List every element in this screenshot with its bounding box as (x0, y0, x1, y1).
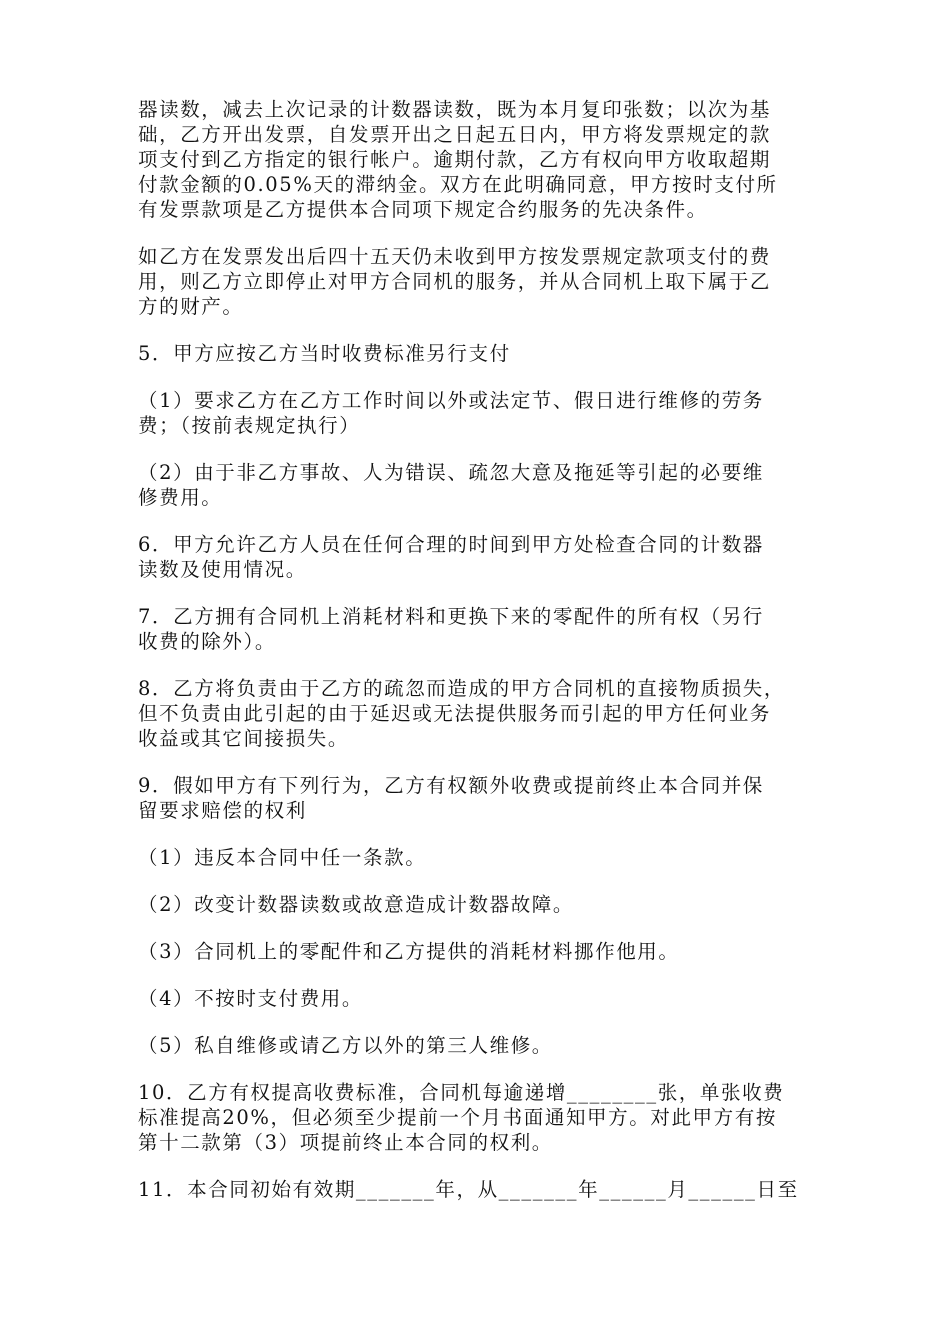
text-line: 方的财产。 (138, 295, 244, 318)
text-line: 8．乙方将负责由于乙方的疏忽而造成的甲方合同机的直接物质损失， (138, 677, 786, 700)
text-line: （1）违反本合同中任一条款。 (138, 846, 427, 869)
paragraph-clause-9 (138, 773, 818, 823)
text-line: 础，乙方开出发票，自发票开出之日起五日内，甲方将发票规定的款 (138, 123, 772, 146)
paragraph-clause-6 (138, 532, 818, 582)
text-line: 如乙方在发票发出后四十五天仍未收到甲方按发票规定款项支付的费 (138, 245, 772, 268)
text-line: （2）改变计数器读数或故意造成计数器故障。 (138, 893, 575, 916)
text-line: 11．本合同初始有效期_______年，从_______年______月______日至 (138, 1178, 799, 1201)
text-line: 器读数，减去上次记录的计数器读数，既为本月复印张数；以次为基 (138, 98, 772, 121)
paragraph-clause-5-1 (138, 388, 818, 438)
paragraph-clause-7 (138, 604, 818, 654)
text-line: 用，则乙方立即停止对甲方合同机的服务，并从合同机上取下属于乙 (138, 270, 772, 293)
paragraph-clause-8 (138, 676, 818, 751)
text-line: （4）不按时支付费用。 (138, 987, 364, 1010)
paragraph-clause-10 (138, 1080, 818, 1155)
text-line: 读数及使用情况。 (138, 558, 307, 581)
paragraph-clause-11 (138, 1177, 818, 1202)
paragraph-clause-5-2 (138, 460, 818, 510)
text-line: 5．甲方应按乙方当时收费标准另行支付 (138, 342, 511, 365)
text-line: （1）要求乙方在乙方工作时间以外或法定节、假日进行维修的劳务 (138, 389, 764, 412)
text-line: 6．甲方允许乙方人员在任何合理的时间到甲方处检查合同的计数器 (138, 533, 764, 556)
text-line: 第十二款第（3）项提前终止本合同的权利。 (138, 1131, 553, 1154)
text-line: 9．假如甲方有下列行为，乙方有权额外收费或提前终止本合同并保 (138, 774, 764, 797)
text-line: 10．乙方有权提高收费标准，合同机每逾递增________张，单张收费 (138, 1081, 785, 1104)
paragraph-billing (138, 97, 818, 222)
text-line: 付款金额的0.05%天的滞纳金。双方在此明确同意，甲方按时支付所 (138, 173, 778, 196)
text-line: 收益或其它间接损失。 (138, 727, 350, 750)
document-page (138, 97, 818, 1224)
paragraph-nonpayment (138, 244, 818, 319)
text-line: 留要求赔偿的权利 (138, 799, 307, 822)
paragraph-clause-9-5 (138, 1033, 818, 1058)
paragraph-clause-9-4 (138, 986, 818, 1011)
text-line: 标准提高20%，但必须至少提前一个月书面通知甲方。对此甲方有按 (138, 1106, 777, 1129)
text-line: 费；（按前表规定执行） (138, 414, 361, 437)
text-line: （3）合同机上的零配件和乙方提供的消耗材料挪作他用。 (138, 940, 680, 963)
text-line: 7．乙方拥有合同机上消耗材料和更换下来的零配件的所有权（另行 (138, 605, 764, 628)
text-line: 但不负责由此引起的由于延迟或无法提供服务而引起的甲方任何业务 (138, 702, 772, 725)
text-line: 有发票款项是乙方提供本合同项下规定合约服务的先决条件。 (138, 198, 708, 221)
paragraph-clause-9-1 (138, 845, 818, 870)
document-body (138, 97, 818, 1202)
text-line: 修费用。 (138, 486, 223, 509)
text-line: 收费的除外）。 (138, 630, 276, 653)
paragraph-clause-5 (138, 341, 818, 366)
text-line: （2）由于非乙方事故、人为错误、疏忽大意及拖延等引起的必要维 (138, 461, 764, 484)
paragraph-clause-9-3 (138, 939, 818, 964)
text-line: 项支付到乙方指定的银行帐户。逾期付款，乙方有权向甲方收取超期 (138, 148, 772, 171)
paragraph-clause-9-2 (138, 892, 818, 917)
text-line: （5）私自维修或请乙方以外的第三人维修。 (138, 1034, 553, 1057)
